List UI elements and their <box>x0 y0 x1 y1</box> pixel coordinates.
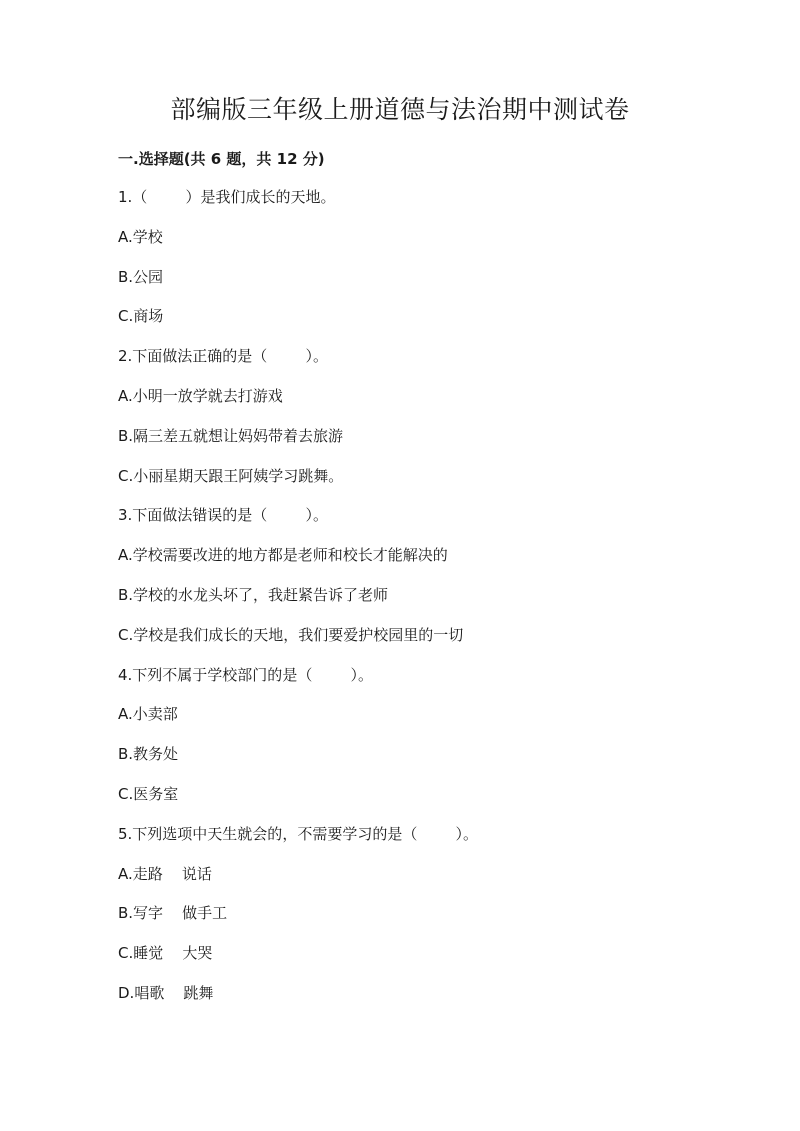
question-3-option-c[interactable]: C.学校是我们成长的天地，我们要爱护校园里的一切 <box>118 625 464 644</box>
question-2-option-c[interactable]: C.小丽星期天跟王阿姨学习跳舞。 <box>118 466 344 485</box>
question-5-option-d[interactable]: D.唱歌 跳舞 <box>118 983 214 1002</box>
question-1-option-a[interactable]: A.学校 <box>118 227 163 246</box>
question-4-stem: 4.下列不属于学校部门的是（ ）。 <box>118 665 373 684</box>
page-title: 部编版三年级上册道德与法治期中测试卷 <box>170 95 630 124</box>
question-1-stem: 1.（ ）是我们成长的天地。 <box>118 188 336 206</box>
question-list <box>118 186 718 1022</box>
question-4-option-a[interactable]: A.小卖部 <box>118 705 178 724</box>
question-5-stem: 5.下列选项中天生就会的，不需要学习的是（ ）。 <box>118 824 478 843</box>
question-2-option-b[interactable]: B.隔三差五就想让妈妈带着去旅游 <box>118 426 344 445</box>
question-2-option-a[interactable]: A.小明一放学就去打游戏 <box>118 386 283 405</box>
question-3-option-b[interactable]: B.学校的水龙头坏了，我赶紧告诉了老师 <box>118 585 389 604</box>
question-4-option-c[interactable]: C.医务室 <box>118 784 179 803</box>
question-2-stem: 2.下面做法正确的是（ ）。 <box>118 347 328 366</box>
question-5-option-a[interactable]: A.走路 说话 <box>118 864 212 883</box>
question-4-option-b[interactable]: B.教务处 <box>118 745 179 764</box>
section-heading: 一.选择题(共 6 题，共 12 分) <box>118 150 325 168</box>
question-5-option-c[interactable]: C.睡觉 大哭 <box>118 944 213 963</box>
question-1-option-b[interactable]: B.公园 <box>118 267 164 286</box>
question-3-option-a[interactable]: A.学校需要改进的地方都是老师和校长才能解决的 <box>118 546 448 565</box>
question-3-stem: 3.下面做法错误的是（ ）。 <box>118 506 328 525</box>
question-1-option-c[interactable]: C.商场 <box>118 307 164 326</box>
question-5-option-b[interactable]: B.写字 做手工 <box>118 904 228 923</box>
